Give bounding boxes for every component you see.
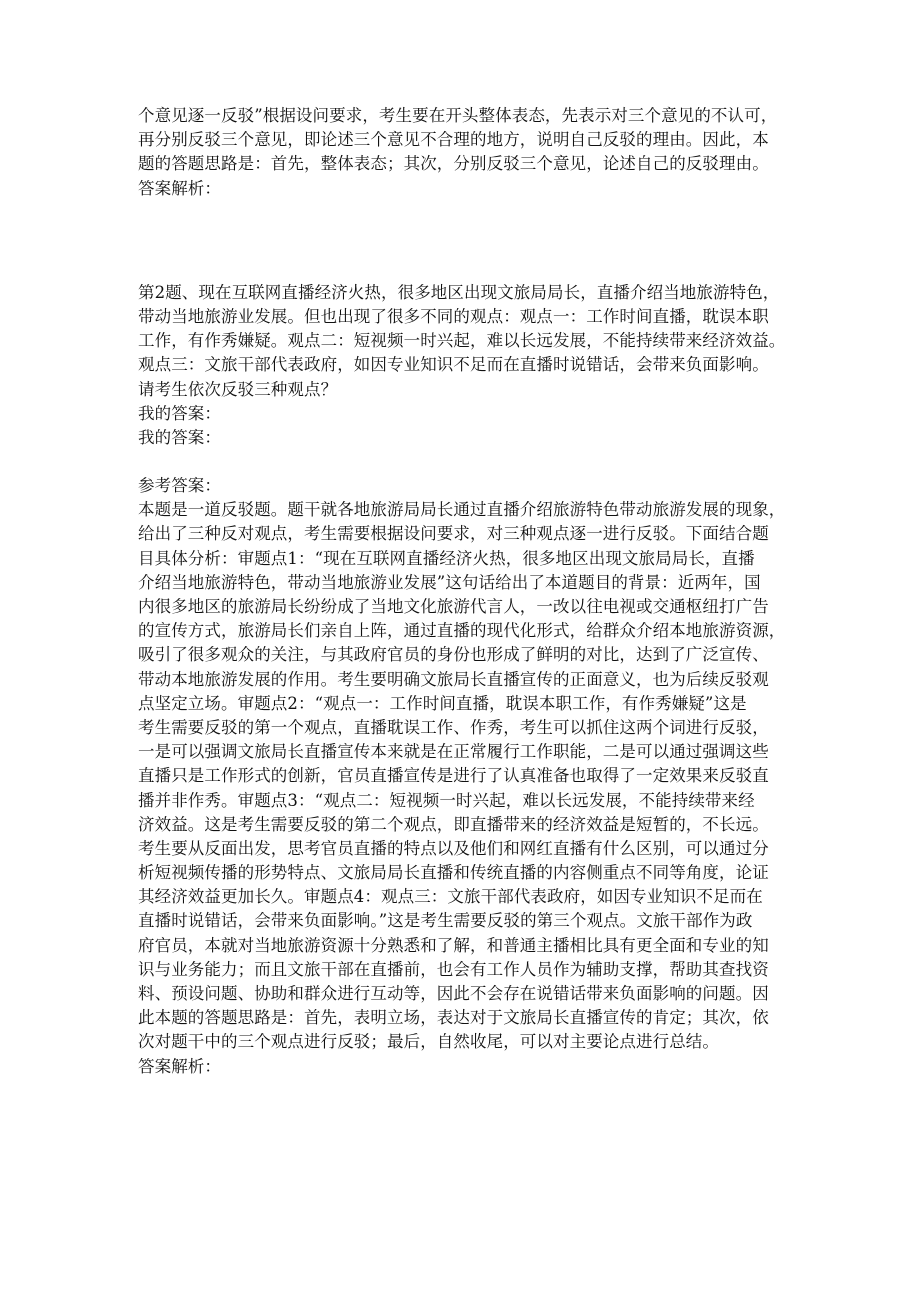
- reference-line: 直播时说错话，会带来负面影响。”这是考生需要反驳的第三个观点。文旅干部作为政: [138, 911, 753, 931]
- previous-answer-block: [138, 104, 788, 201]
- reference-line: 考生要从反面出发，思考官员直播的特点以及他们和网红直播有什么区别，可以通过分: [138, 838, 769, 858]
- reference-answer-label: 参考答案：: [138, 476, 221, 496]
- reference-line: 的宣传方式，旅游局长们亲自上阵，通过直播的现代化形式，给群众介绍本地旅游资源，: [138, 621, 786, 641]
- question-line: 第2题、现在互联网直播经济火热，很多地区出现文旅局局长，直播介绍当地旅游特色，: [138, 282, 780, 302]
- text-line: 题的答题思路是：首先，整体表态；其次，分别反驳三个意见，论述自己的反驳理由。: [138, 154, 769, 174]
- reference-line: 带动本地旅游发展的作用。考生要明确文旅局长直播宣传的正面意义，也为后续反驳观: [138, 669, 769, 689]
- reference-line: 济效益。这是考生需要反驳的第二个观点，即直播带来的经济效益是短暂的，不长远。: [138, 814, 769, 834]
- answer-analysis-label: [138, 1079, 788, 1103]
- reference-line: 点坚定立场。审题点2：“观点一：工作时间直播，耽误本职工作，有作秀嫌疑”这是: [138, 693, 747, 713]
- question-line: 请考生依次反驳三种观点？: [138, 379, 338, 399]
- reference-line: 次对题干中的三个观点进行反驳；最后，自然收尾，可以对主要论点进行总结。: [138, 1032, 719, 1052]
- text-line: 个意见逐一反驳”根据设问要求，考生要在开头整体表态，先表示对三个意见的不认可，: [138, 106, 778, 125]
- reference-line: 直播只是工作形式的创新，官员直播宣传是进行了认真准备也取得了一定效果来反驳直: [138, 766, 769, 786]
- reference-line: 答案解析：: [138, 1056, 221, 1076]
- reference-line: 本题是一道反驳题。题干就各地旅游局局长通过直播介绍旅游特色带动旅游发展的现象，: [138, 500, 786, 520]
- text-line: 再分别反驳三个意见，即论述三个意见不合理的地方，说明自己反驳的理由。因此，本: [138, 130, 769, 150]
- reference-line: 播并非作秀。审题点3：“观点二：短视频一时兴起，难以长远发展，不能持续带来经: [138, 790, 755, 810]
- reference-line: 府官员，本就对当地旅游资源十分熟悉和了解，和普通主播相比具有更全面和专业的知: [138, 935, 769, 955]
- reference-line: 其经济效益更加长久。审题点4：观点三：文旅干部代表政府，如因专业知识不足而在: [138, 887, 763, 907]
- reference-answer-block: [138, 474, 788, 1103]
- reference-line: 给出了三种反对观点，考生需要根据设问要求，对三种观点逐一进行反驳。下面结合题: [138, 524, 769, 544]
- reference-line: 料、预设问题、协助和群众进行互动等，因此不会存在说错话带来负面影响的问题。因: [138, 984, 769, 1003]
- reference-line: 此本题的答题思路是：首先，表明立场，表达对于文旅局长直播宣传的肯定；其次，依: [138, 1008, 769, 1028]
- question-block: [138, 281, 788, 402]
- my-answer-label: 我的答案：: [138, 427, 221, 447]
- document-page: [138, 104, 788, 1103]
- reference-line: 一是可以强调文旅局长直播宣传本来就是在正常履行工作职能，二是可以通过强调这些: [138, 742, 769, 762]
- spacer: [138, 201, 788, 281]
- reference-line: 识与业务能力；而且文旅干部在直播前，也会有工作人员作为辅助支撑，帮助其查找资: [138, 959, 769, 979]
- reference-line: 考生需要反驳的第一个观点，直播耽误工作、作秀，考生可以抓住这两个词进行反驳，: [138, 717, 769, 737]
- reference-line: 内很多地区的旅游局长纷纷成了当地文化旅游代言人，一改以往电视或交通枢纽打广告: [138, 597, 769, 616]
- reference-line: 目具体分析：审题点1：“现在互联网直播经济火热，很多地区出现文旅局局长，直播: [138, 548, 755, 568]
- reference-line: 析短视频传播的形势特点、文旅局局长直播和传统直播的内容侧重点不同等角度，论证: [138, 863, 769, 883]
- spacer: [138, 450, 788, 474]
- question-line: 带动当地旅游业发展。但也出现了很多不同的观点：观点一：工作时间直播，耽误本职: [138, 306, 769, 326]
- reference-line: 吸引了很多观众的关注，与其政府官员的身份也形成了鲜明的对比，达到了广泛宣传、: [138, 645, 769, 665]
- my-answer-label: 我的答案：: [138, 403, 221, 423]
- answer-analysis-label: 答案解析：: [138, 178, 221, 198]
- question-line: 观点三：文旅干部代表政府，如因专业知识不足而在直播时说错话，会带来负面影响。: [138, 355, 769, 375]
- reference-line: 介绍当地旅游特色，带动当地旅游业发展”这句话给出了本道题目的背景：近两年，国: [138, 572, 761, 592]
- my-answer-block: [138, 402, 788, 450]
- question-line: 工作，有作秀嫌疑。观点二：短视频一时兴起，难以长远发展，不能持续带来经济效益。: [138, 331, 786, 351]
